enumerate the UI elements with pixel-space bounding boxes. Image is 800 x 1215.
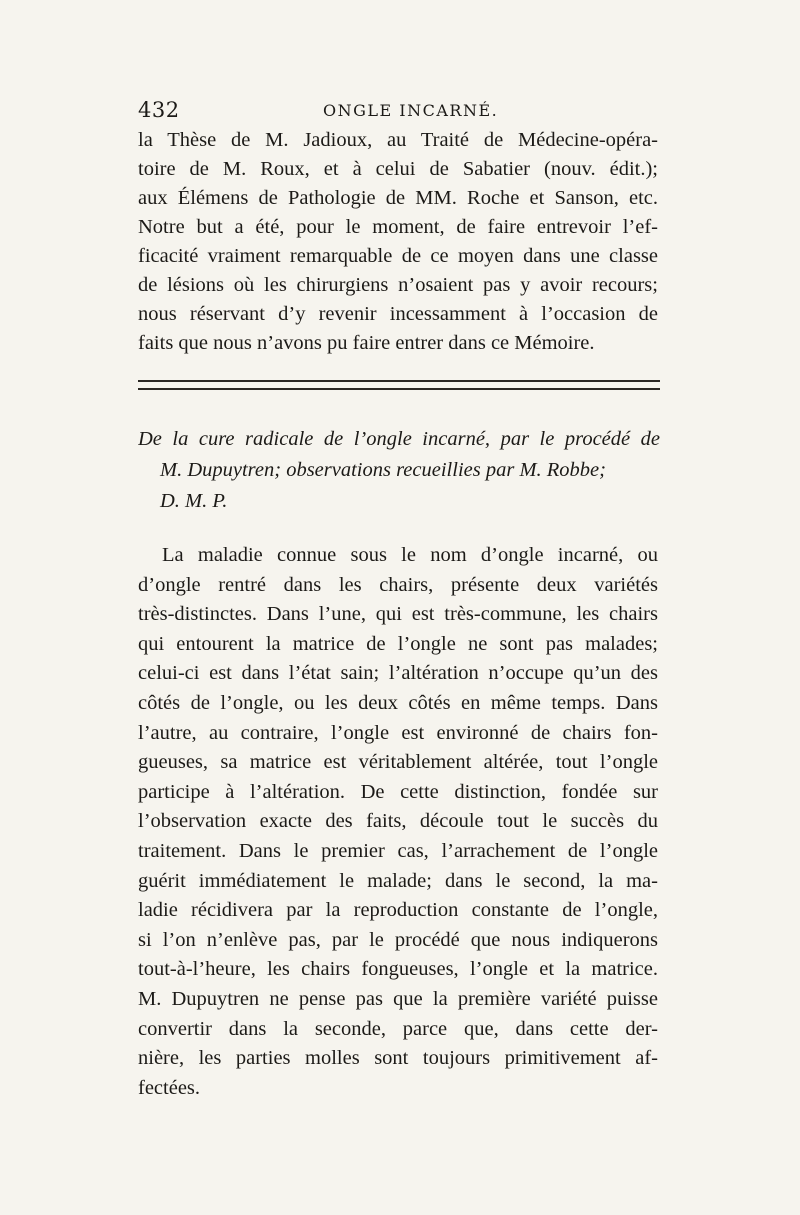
- text-line: de lésions où les chirurgiens n’osaient pas y avoir recours;: [138, 274, 658, 296]
- running-title: ONGLE INCARNÉ.: [323, 101, 499, 120]
- text-line: ladie récidivera par la reproduction constante de l’ongle,: [138, 899, 658, 922]
- article-body: [138, 541, 658, 1103]
- article-title: [138, 424, 660, 517]
- text-line: M. Dupuytren ne pense pas que la première variété puisse: [138, 987, 658, 1010]
- text-line: ficacité vraiment remarquable de ce moyen dans une classe: [138, 245, 658, 267]
- article-title-line: De la cure radicale de l’ongle incarné, par le procédé de: [138, 428, 660, 450]
- text-line: qui entourent la matrice de l’ongle ne sont pas malades;: [138, 632, 658, 655]
- text-line: très-distinctes. Dans l’une, qui est très-commune, les chairs: [138, 603, 658, 626]
- text-line: traitement. Dans le premier cas, l’arrachement de l’ongle: [138, 839, 658, 862]
- article-title-line: D. M. P.: [160, 490, 228, 512]
- page-number: 432: [138, 98, 180, 122]
- text-line: celui-ci est dans l’état sain; l’altération n’occupe qu’un des: [138, 662, 658, 685]
- text-line: Notre but a été, pour le moment, de faire entrevoir l’ef-: [138, 216, 658, 238]
- text-line: gueuses, sa matrice est véritablement altérée, tout l’ongle: [138, 751, 658, 774]
- text-line: nous réservant d’y revenir incessamment à l’occasion de: [138, 303, 658, 325]
- text-line: fectées.: [138, 1076, 201, 1099]
- text-line: l’observation exacte des faits, découle tout le succès du: [138, 810, 658, 833]
- text-line: guérit immédiatement le malade; dans le second, la ma-: [138, 869, 658, 892]
- text-line: toire de M. Roux, et à celui de Sabatier (nouv. édit.);: [138, 158, 658, 180]
- text-line: la Thèse de M. Jadioux, au Traité de Médecine-opéra-: [138, 129, 658, 151]
- text-line: convertir dans la seconde, parce que, dans cette der-: [138, 1017, 658, 1040]
- text-line: l’autre, au contraire, l’ongle est environné de chairs fon-: [138, 721, 658, 744]
- running-head: [138, 98, 663, 126]
- text-line: aux Élémens de Pathologie de MM. Roche et Sanson, etc.: [138, 187, 658, 209]
- text-line: faits que nous n’avons pu faire entrer dans ce Mémoire.: [138, 332, 595, 354]
- text-line: si l’on n’enlève pas, par le procédé que nous indiquerons: [138, 928, 658, 951]
- text-line: d’ongle rentré dans les chairs, présente deux variétés: [138, 573, 658, 596]
- section-divider-top: [138, 380, 660, 382]
- text-line: participe à l’altération. De cette distinction, fondée sur: [138, 780, 658, 803]
- text-line: nière, les parties molles sont toujours primitivement af-: [138, 1047, 658, 1070]
- text-line: La maladie connue sous le nom d’ongle incarné, ou: [162, 544, 658, 566]
- text-line: côtés de l’ongle, ou les deux côtés en même temps. Dans: [138, 691, 658, 714]
- preceding-paragraph: [138, 126, 658, 358]
- article-title-line: M. Dupuytren; observations recueillies par M. Robbe;: [160, 459, 606, 481]
- section-divider-bottom: [138, 388, 660, 390]
- text-line: tout-à-l’heure, les chairs fongueuses, l’ongle et la matrice.: [138, 958, 658, 981]
